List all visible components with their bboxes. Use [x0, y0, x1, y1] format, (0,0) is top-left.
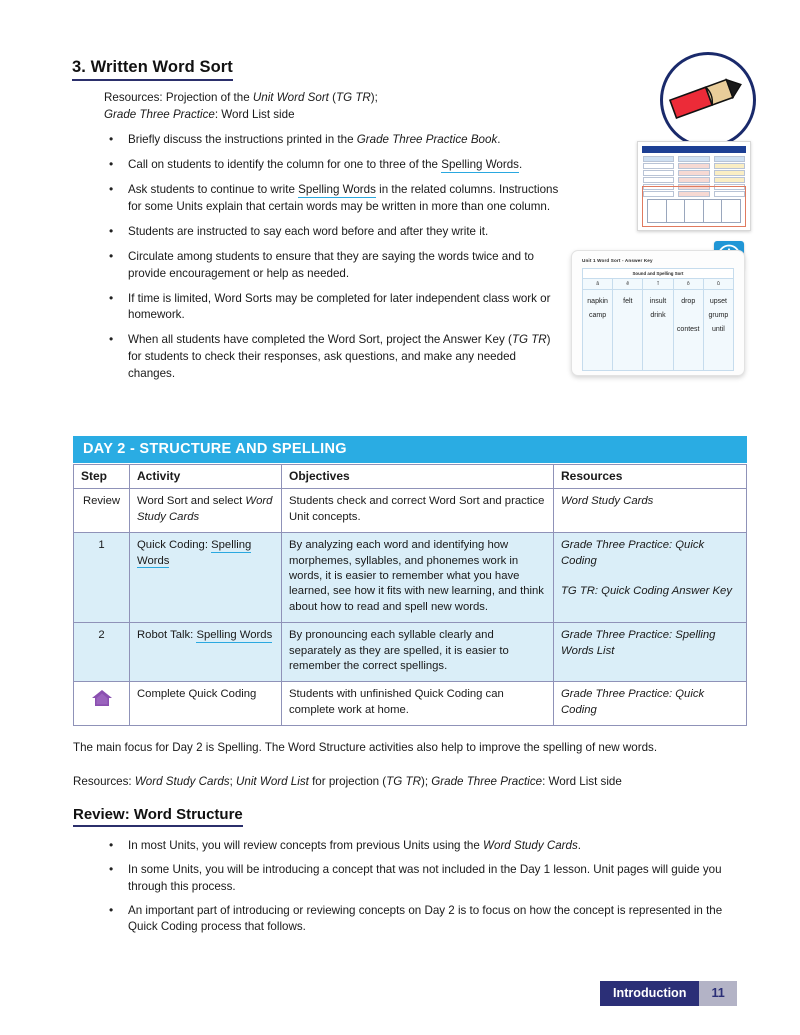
pencil-badge — [660, 52, 756, 148]
day2-activity-cell-3-part-0: Complete Quick Coding — [137, 688, 257, 701]
resources-line1-end: ); — [370, 91, 378, 104]
answer-key-table — [582, 268, 734, 371]
day2-column-header-resources: Resources — [554, 465, 747, 489]
worksheet-column-grid — [647, 199, 741, 223]
day2-activity-cell — [130, 623, 282, 682]
bullet-6-part-2: ) for students to check their responses, ask questions, and make any needed changes. — [128, 333, 551, 380]
day2-activity-cell-1-part-1[interactable]: Spelling Words — [137, 539, 252, 567]
answer-key-word: napkin — [587, 297, 608, 305]
day2-resources-part-5: TG TR — [386, 775, 421, 788]
day2-resources-part-7: Grade Three Practice — [431, 775, 543, 788]
day2-activity-cell — [130, 533, 282, 623]
answer-key-word — [674, 309, 703, 323]
footer-section-label: Introduction — [600, 981, 699, 1006]
day2-column-header-step: Step — [74, 465, 130, 489]
review-bullet-2-part-0: An important part of introducing or reviewing concepts on Day 2 is to focus on how the concept is represented in the Quick Coding process that follows. — [128, 903, 723, 934]
answer-key-word: felt — [623, 297, 633, 305]
section-heading: 3. Written Word Sort — [72, 58, 233, 81]
answer-key-word: drop — [681, 297, 696, 305]
footer-page-number: 11 — [699, 981, 736, 1006]
bullet-2-part-0: Ask students to continue to write — [128, 183, 299, 197]
bullet-0-part-2: . — [497, 133, 501, 146]
day2-step-cell: Review — [74, 489, 130, 533]
day2-step-cell: 1 — [74, 533, 130, 623]
resources-line2-italic: Grade Three Practice — [104, 107, 215, 121]
resources-line2-suffix: : Word List side — [214, 107, 295, 121]
day2-resources-cell-1-part-0: Grade Three Practice: Quick Coding — [561, 539, 705, 567]
answer-key-column-1 — [613, 290, 643, 370]
bullet-5-part-0: If time is limited, Word Sorts may be completed for later independent class work or homework. — [128, 291, 551, 322]
bullet-6-part-1: TG TR — [511, 333, 547, 347]
answer-key-word: insult — [649, 297, 667, 305]
review-word-structure-heading: Review: Word Structure — [73, 806, 243, 827]
answer-key-word: upset — [709, 297, 727, 305]
bullet-item — [104, 291, 559, 324]
resources-line1-tg: TG TR — [336, 91, 371, 104]
answer-key-column-4 — [704, 290, 733, 370]
day2-resources-part-2: ; — [229, 775, 237, 788]
worksheet-header-bar — [642, 146, 746, 153]
bullet-1-part-0: Call on students to identify the column for one to three of the — [128, 158, 442, 172]
day2-column-header-objectives: Objectives — [282, 465, 554, 489]
review-word-structure-bullets — [104, 838, 744, 943]
day2-activity-cell-2-part-0: Robot Talk: — [137, 629, 197, 642]
day2-table-header-row — [74, 465, 747, 489]
bullet-0-part-1: Grade Three Practice Book — [356, 133, 498, 146]
answer-key-word: contest — [676, 325, 700, 333]
day2-resources-cell-3-part-0: Grade Three Practice: Quick Coding — [561, 688, 705, 716]
answer-key-word: camp — [589, 311, 607, 319]
day2-resources-paragraph — [73, 774, 763, 791]
bullet-item — [104, 249, 559, 282]
day2-resources-part-4: for projection ( — [308, 775, 387, 788]
pencil-icon — [663, 55, 747, 139]
bullet-1-part-2: . — [518, 158, 523, 172]
bullet-item — [104, 132, 559, 149]
answer-key-column-headers — [583, 279, 733, 289]
day2-objectives-cell — [282, 682, 554, 726]
house-icon — [91, 689, 113, 707]
day2-activity-cell — [130, 489, 282, 533]
answer-key-header-4: ŭ — [717, 280, 720, 287]
day2-step-cell — [74, 682, 130, 726]
answer-key-header-1: ĕ — [613, 279, 643, 288]
written-word-sort-bullets — [104, 132, 559, 391]
answer-key-header-0: ă — [583, 279, 613, 288]
answer-key-header-3: ŏ — [674, 279, 704, 288]
day2-objectives-cell-2-part-0: By pronouncing each syllable clearly and separately as they are spelled, it is easier to remember the correct spellings. — [289, 629, 509, 673]
day2-objectives-cell — [282, 489, 554, 533]
day2-resources-cell-1-part-2: TG TR: Quick Coding Answer Key — [561, 585, 732, 598]
day2-table — [73, 464, 747, 726]
day2-table-body — [74, 489, 747, 726]
day2-resources-cell-0-part-0: Word Study Cards — [561, 495, 654, 508]
answer-key-band-title: Sound and Spelling Sort — [583, 269, 733, 279]
bullet-0-part-0: Briefly discuss the instructions printed in the — [128, 133, 357, 146]
day2-table-row — [74, 623, 747, 682]
review-bullet-0-part-1: Word Study Cards — [483, 839, 578, 852]
day2-table-row — [74, 533, 747, 623]
day2-activity-cell-0-part-0: Word Sort and select — [137, 495, 246, 508]
answer-key-columns — [583, 290, 733, 370]
resources-line1-prefix: Resources: Projection of the — [104, 91, 253, 104]
day2-objectives-cell-3-part-0: Students with unfinished Quick Coding can complete work at home. — [289, 688, 504, 716]
bullet-item — [104, 157, 559, 174]
review-bullet-item — [104, 862, 744, 895]
day2-resources-cell-2-part-0: Grade Three Practice: Spelling Words List — [561, 629, 716, 657]
day2-activity-cell-2-part-1[interactable]: Spelling Words — [196, 629, 273, 642]
day2-resources-cell — [554, 533, 747, 623]
answer-key-column-2 — [643, 290, 673, 370]
day2-step-cell: 2 — [74, 623, 130, 682]
bullet-6-part-0: When all students have completed the Word Sort, project the Answer Key ( — [128, 333, 512, 347]
review-bullet-0-part-0: In most Units, you will review concepts from previous Units using the — [128, 839, 484, 852]
day2-resources-part-6: ); — [420, 775, 432, 788]
bullet-1-part-1[interactable]: Spelling Words — [441, 158, 519, 172]
day2-resources-cell — [554, 682, 747, 726]
answer-key-card — [571, 250, 745, 376]
resources-intro — [104, 90, 534, 123]
day2-resources-cell — [554, 489, 747, 533]
day2-resources-part-8: : Word List side — [542, 775, 622, 788]
day2-objectives-cell — [282, 533, 554, 623]
review-bullet-0-part-2: . — [577, 839, 581, 852]
answer-key-word: drink — [650, 311, 666, 319]
answer-key-column-0 — [583, 290, 613, 370]
resources-line1-italic: Unit Word Sort — [252, 91, 329, 104]
bullet-2-part-2: in the related columns. Instructions for some Units explain that certain words may be written in more than one column. — [128, 183, 559, 213]
day2-objectives-cell-0-part-0: Students check and correct Word Sort and practice Unit concepts. — [289, 495, 545, 523]
answer-key-word: grump — [708, 311, 729, 319]
bullet-4-part-0: Circulate among students to ensure that they are saying the words twice and to provide encouragement or help as needed. — [128, 249, 535, 280]
answer-key-word: until — [711, 325, 725, 333]
bullet-item — [104, 182, 559, 215]
answer-key-header-2: ĭ — [643, 279, 673, 288]
bullet-item — [104, 332, 559, 382]
day2-activity-cell-0-part-1: Word Study Cards — [137, 495, 273, 523]
resources-line1-suffix: ( — [328, 91, 336, 104]
day2-banner: DAY 2 - STRUCTURE AND SPELLING — [73, 436, 747, 463]
review-bullet-1-part-0: In some Units, you will be introducing a concept that was not included in the Day 1 lesson. Unit pages will guide you through this process. — [128, 863, 722, 893]
day2-objectives-cell-1-part-0: By analyzing each word and identifying how morphemes, syllables, and phonemes work in words, it is easier to remember what you have learned, see how it fits with new learning, and think about how to read and spell new words. — [289, 539, 544, 613]
day2-table-row — [74, 682, 747, 726]
day2-activity-cell-1-part-0: Quick Coding: — [137, 539, 212, 552]
review-bullet-item — [104, 903, 744, 936]
day2-resources-part-1: Word Study Cards — [134, 775, 230, 788]
day2-resources-part-3: Unit Word List — [236, 775, 309, 788]
answer-key-column-3 — [674, 290, 704, 370]
day2-activity-cell — [130, 682, 282, 726]
day2-resources-part-0: Resources: — [73, 775, 135, 788]
day2-column-header-activity: Activity — [130, 465, 282, 489]
review-bullet-item — [104, 838, 744, 855]
day2-objectives-cell — [282, 623, 554, 682]
main-focus-paragraph: The main focus for Day 2 is Spelling. The Word Structure activities also help to improve the spelling of new words. — [73, 741, 658, 754]
word-sort-worksheet-thumbnail — [637, 141, 751, 231]
bullet-item — [104, 224, 559, 241]
day2-table-row — [74, 489, 747, 533]
page-footer — [600, 981, 737, 1006]
bullet-3-part-0: Students are instructed to say each word before and after they write it. — [128, 224, 489, 238]
answer-key-title: Unit 1 Word Sort - Answer Key — [582, 258, 653, 263]
bullet-2-part-1[interactable]: Spelling Words — [298, 183, 376, 197]
day2-resources-cell — [554, 623, 747, 682]
